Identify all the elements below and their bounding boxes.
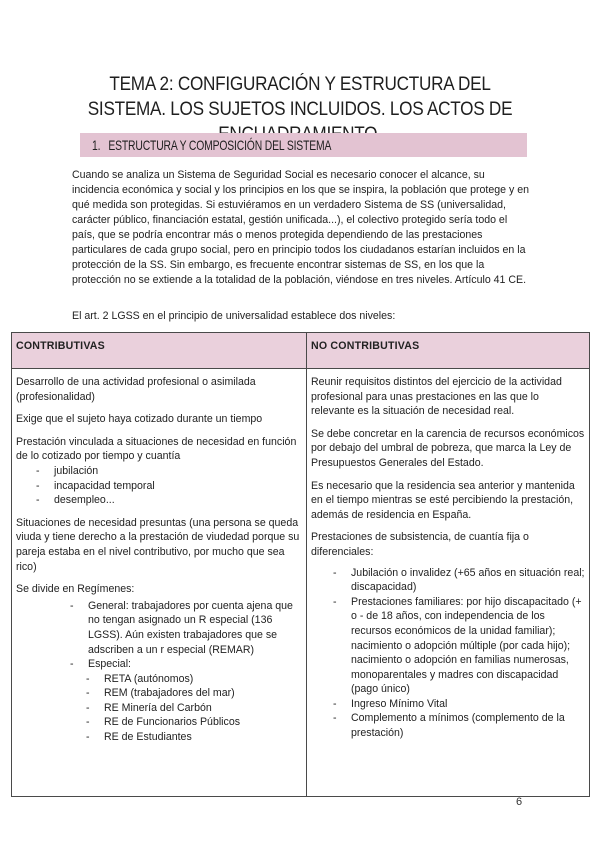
intro-text: Cuando se analiza un Sistema de Seguridad Social es necesario conocer el alcance, su incidencia económica y social y los principios en los que se inspira, la población que protege y en qué medida son protegidas. Si estuviéramos en un verdadero Sistema de SS (universalidad, carácter público, financiación estatal, gestión unificada...), el colectivo protegido sería todo el país, que se podría encontrar más o menos protegida dependiendo de las prestaciones particulares de cada grupo social, pero en principio todos los ciudadanos estarían incluidos en la protección de la SS. Sin embargo, es frecuente encontrar sistemas de SS, en los que la protección no se extiende a la totalidad de la población, viéndose en tres niveles. Artículo 41 CE. [72, 169, 529, 286]
paragraph: Desarrollo de una actividad profesional o asimilada (profesionalidad) [16, 376, 256, 403]
table-body-row [12, 369, 590, 797]
cell-no-contributivas [307, 369, 590, 797]
paragraph: Situaciones de necesidad presuntas (una persona se queda viuda y tiene derecho a la prestación de viudedad porque su pareja estaba en el nivel contributivo, por mucho que sea rico) [16, 516, 300, 573]
paragraph: Se debe concretar en la carencia de recursos económicos por debajo del umbral de pobreza, que marca la Ley de Presupuestos Generales del Estado. [311, 427, 585, 469]
header-contributivas: CONTRIBUTIVAS [12, 333, 307, 369]
list-item-especial [16, 657, 302, 745]
regimenes-list [16, 599, 302, 745]
header-no-contributivas: NO CONTRIBUTIVAS [307, 333, 590, 369]
list-item: - RETA (autónomos) [68, 672, 302, 687]
cell-contributivas [12, 369, 307, 797]
list-item: - RE Minería del Carbón [68, 701, 302, 716]
list-item: - Complemento a mínimos (complemento de la prestación) [311, 711, 585, 740]
especiales-list [88, 672, 302, 745]
list-item: - RE de Funcionarios Públicos [68, 715, 302, 730]
paragraph: Reunir requisitos distintos del ejercicio de la actividad profesional para unas prestaciones en las que lo relevante es la situación de necesidad real. [311, 376, 562, 418]
paragraph: Se divide en Regímenes: [16, 583, 135, 596]
list-item: - incapacidad temporal [16, 479, 302, 494]
list-item: - Jubilación o invalidez (+65 años en situación real; discapacidad) [311, 566, 585, 595]
paragraph: Prestaciones de subsistencia, de cuantía fija o diferenciales: [311, 531, 529, 558]
list-item: - desempleo... [16, 493, 302, 508]
list-item: - RE de Estudiantes [68, 730, 302, 745]
lead-sentence: El art. 2 LGSS en el principio de universalidad establece dos niveles: [72, 310, 396, 322]
prestaciones-list [16, 464, 302, 508]
page-number: 6 [516, 796, 523, 808]
section-heading [80, 133, 527, 157]
intro-paragraph [72, 168, 532, 288]
section-title: ESTRUCTURA Y COMPOSICIÓN DEL SISTEMA [108, 137, 331, 153]
table-header-row [12, 333, 590, 369]
paragraph: Exige que el sujeto haya cotizado durante un tiempo [16, 413, 263, 426]
section-number: 1. [92, 137, 101, 153]
especial-label: Especial: [88, 658, 131, 671]
list-item-general: - General: trabajadores por cuenta ajena que no tengan asignado un R especial (136 LGSS). Aún existen trabajadores que se adscriben a un r especial (REMAR) [16, 599, 302, 657]
levels-table [11, 332, 590, 797]
list-item: - REM (trabajadores del mar) [68, 686, 302, 701]
paragraph: Prestación vinculada a situaciones de necesidad en función de lo cotizado por tiempo y cuantía [16, 435, 297, 463]
list-item: - jubilación [16, 464, 302, 479]
page-title: TEMA 2: CONFIGURACIÓN Y ESTRUCTURA DEL SISTEMA. LOS SUJETOS INCLUIDOS. LOS ACTOS DE [87, 73, 513, 120]
prestaciones-subsistencia-list [311, 566, 585, 741]
list-item: - Prestaciones familiares: por hijo discapacitado (+ o - de 18 años, con independencia de los recursos económicos de la unidad familiar); nacimiento o adopción múltiple (por cada hijo); nacimiento o adopción en familias numerosas, monoparentales y madres con discapacidad (pago único) [311, 595, 585, 697]
list-item: - Ingreso Mínimo Vital [311, 697, 585, 712]
paragraph: Es necesario que la residencia sea anterior y mantenida en el tiempo mientras se esté percibiendo la prestación, además de residencia en España. [311, 479, 575, 521]
